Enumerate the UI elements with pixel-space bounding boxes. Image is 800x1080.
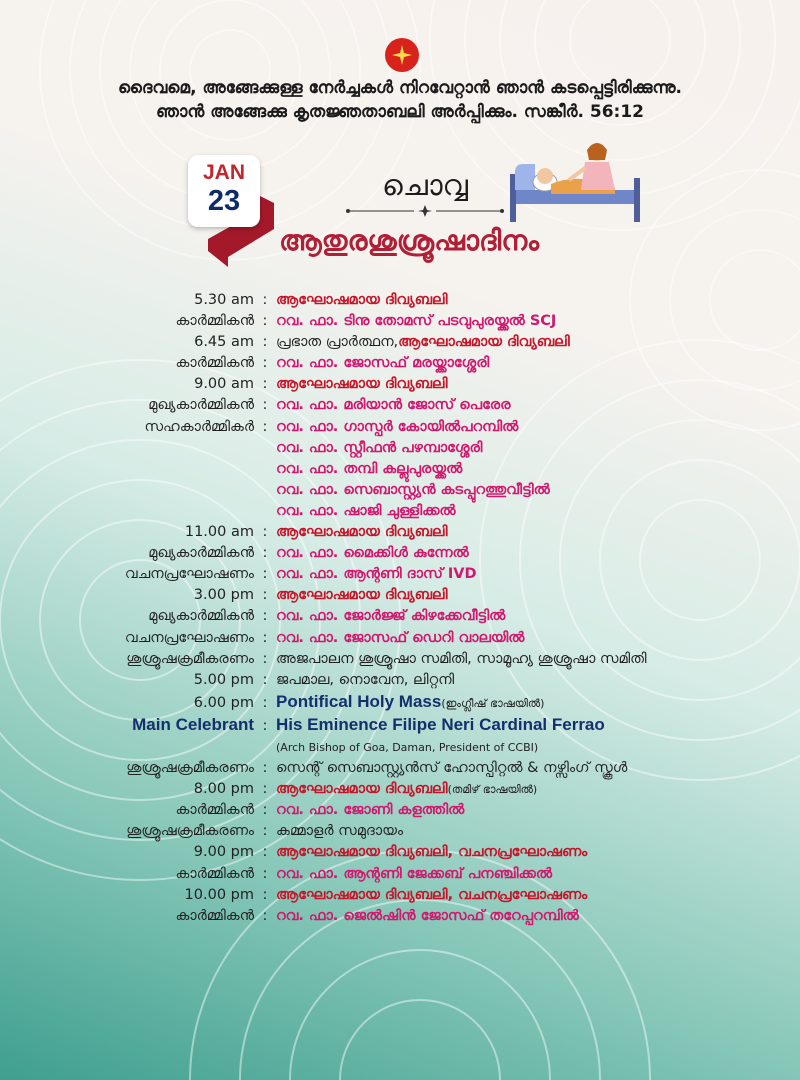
schedule-row-label: ശുശ്രൂഷക്രമീകരണം (126, 823, 254, 840)
schedule-row (30, 480, 790, 501)
cross-logo-icon (385, 38, 419, 72)
schedule-row-value: റവ. ഫാ. മൈക്കിൾ കുന്നേൽ (276, 545, 469, 562)
schedule-row-separator: : (262, 694, 268, 711)
schedule-row (30, 821, 790, 842)
schedule-row (30, 585, 790, 606)
schedule-row (30, 417, 790, 438)
schedule-row (30, 290, 790, 311)
event-title: ആതുരശുശ്രൂഷാദിനം (279, 224, 539, 257)
schedule-row-label: 6.00 pm (193, 694, 254, 711)
schedule-row (30, 885, 790, 906)
schedule-row-value: റവ. ഫാ. സെബാസ്റ്റ്യൻ കടപ്പുറത്തുവീട്ടിൽ (276, 481, 550, 498)
schedule-row-value: റവ. ഫാ. ജോണി കളത്തിൽ (276, 802, 465, 819)
schedule-row-separator: : (262, 376, 268, 393)
schedule-row-value: റവ. ഫാ. ഗാസ്പർ കോയിൽപറമ്പിൽ (276, 418, 519, 435)
schedule-row-value: ആഘോഷമായ ദിവ്യബലി (276, 781, 448, 798)
schedule-row (30, 501, 790, 522)
schedule-row-separator: : (262, 334, 268, 351)
schedule-row-value: റവ. ഫാ. ജോസഫ് മരയ്ക്കാശ്ശേരി (276, 355, 490, 372)
schedule-row-value: അജപാലന ശുശ്രൂഷാ സമിതി, സാമൂഹ്യ ശുശ്രൂഷാ സമിതി (276, 650, 647, 667)
schedule-row-value: ആഘോഷമായ ദിവ്യബലി (276, 376, 448, 393)
schedule-row-label: മുഖ്യകാർമ്മികൻ (148, 397, 254, 414)
schedule-row-separator: : (262, 566, 268, 583)
schedule-row-separator: : (262, 844, 268, 861)
schedule-row-label: 5.00 pm (193, 671, 254, 688)
schedule-row-value: Pontifical Holy Mass (276, 691, 442, 711)
schedule-row (30, 543, 790, 564)
schedule-row-value: ആഘോഷമായ ദിവ്യബലി, വചനപ്രഘോഷണം (276, 844, 588, 861)
schedule-row-value: റവ. ഫാ. ടിനു തോമസ് പടവുപുരയ്ക്കൽ SCJ (276, 313, 557, 330)
schedule-row-value: റവ. ഫാ. ജോസഫ് ഡെറി വാലയിൽ (276, 629, 525, 646)
schedule-row-label: ശുശ്രൂഷക്രമീകരണം (126, 650, 254, 667)
schedule-row-separator: : (262, 671, 268, 688)
schedule-row (30, 374, 790, 395)
schedule-row-label: കാർമ്മികൻ (175, 313, 254, 330)
schedule-row-value: കമ്മാളർ സമുദായം (276, 823, 404, 840)
schedule-row (30, 606, 790, 627)
schedule-row-label: Main Celebrant (132, 714, 254, 734)
schedule-row-label: മുഖ്യകാർമ്മികൻ (148, 608, 254, 625)
bible-verse (40, 76, 760, 124)
schedule-row-label: വചനപ്രഘോഷണം (124, 566, 254, 583)
schedule-row (30, 670, 790, 691)
schedule-row-separator: : (262, 524, 268, 541)
schedule-row (30, 332, 790, 353)
schedule-row-separator: : (262, 587, 268, 604)
schedule-row (30, 522, 790, 543)
weekday-label: ചൊവ്വ (382, 168, 468, 202)
schedule-row-label: ശുശ്രൂഷക്രമീകരണം (126, 760, 254, 777)
schedule-row (30, 311, 790, 332)
schedule-row-label: വചനപ്രഘോഷണം (124, 629, 254, 646)
calendar-card (188, 155, 260, 227)
schedule-row-value: റവ. ഫാ. സ്റ്റീഫൻ പഴമ്പാശ്ശേരി (276, 439, 483, 456)
schedule-row-separator: : (262, 397, 268, 414)
schedule-row (30, 906, 790, 927)
schedule-row (30, 691, 790, 714)
schedule-row-separator: : (262, 760, 268, 777)
divider-ornament-icon (340, 204, 510, 218)
schedule-row-note: (തമിഴ് ഭാഷയിൽ) (447, 783, 538, 797)
schedule-row (30, 438, 790, 459)
schedule-row-value: റവ. ഫാ. ജെൽഷിൻ ജോസഫ് തറേപ്പറമ്പിൽ (276, 907, 579, 924)
schedule-row-value: (Arch Bishop of Goa, Daman, President of CCBI) (276, 740, 539, 754)
date-month: JAN (202, 161, 245, 184)
schedule-row-separator: : (262, 355, 268, 372)
schedule-row-value: റവ. ഫാ. ജോർജ്ജ് കിഴക്കേവീട്ടിൽ (276, 608, 506, 625)
nurse-caring-patient-illustration (505, 138, 650, 228)
schedule-row-label: 8.00 pm (193, 781, 254, 798)
schedule-row (30, 564, 790, 585)
schedule-row-value: ആഘോഷമായ ദിവ്യബലി, വചനപ്രഘോഷണം (276, 886, 588, 903)
schedule-row (30, 800, 790, 821)
schedule-row-value: റവ. ഫാ. തമ്പി കല്ലുപുരയ്ക്കൽ (276, 460, 463, 477)
schedule-row-value: റവ. ഫാ. ആന്റണി ജേക്കബ് പനഞ്ചിക്കൽ (276, 865, 552, 882)
date-badge (188, 155, 274, 267)
schedule-row-value: ആഘോഷമായ ദിവ്യബലി (276, 587, 448, 604)
schedule-row-label: കാർമ്മികൻ (175, 907, 254, 924)
schedule-row-separator: : (262, 418, 268, 435)
program-schedule (30, 290, 790, 927)
schedule-row (30, 779, 790, 800)
schedule-row (30, 758, 790, 779)
schedule-row-label: 3.00 pm (193, 587, 254, 604)
schedule-row-separator: : (262, 650, 268, 667)
schedule-row-separator: : (262, 313, 268, 330)
schedule-row-label: 10.00 pm (184, 886, 254, 903)
schedule-row-value: റവ. ഫാ. മരിയാൻ ജോസ് പെരേര (276, 397, 511, 414)
schedule-row-separator: : (262, 802, 268, 819)
date-day: 23 (207, 185, 241, 217)
schedule-row-separator: : (262, 545, 268, 562)
schedule-row-label: കാർമ്മികൻ (175, 355, 254, 372)
schedule-row-value: റവ. ഫാ. ആന്റണി ദാസ് IVD (276, 566, 477, 583)
schedule-row-value: ആഘോഷമായ ദിവ്യബലി (276, 292, 448, 308)
schedule-row-note: ആഘോഷമായ ദിവ്യബലി (398, 334, 570, 351)
schedule-row-separator: : (262, 886, 268, 903)
schedule-row-label: 9.00 pm (193, 844, 254, 861)
schedule-row-separator: : (262, 781, 268, 798)
schedule-row (30, 737, 790, 758)
verse-line-2: ഞാൻ അങ്ങേക്കു കൃതജ്ഞതാബലി അർപ്പിക്കും. സങ്കീർ. 56:12 (155, 102, 645, 122)
schedule-row-value: ജപമാല, നൊവേന, ലിറ്റനി (276, 671, 455, 688)
schedule-row (30, 714, 790, 737)
schedule-row-separator: : (262, 608, 268, 625)
schedule-row-separator: : (262, 629, 268, 646)
schedule-row-separator: : (262, 292, 268, 308)
schedule-row (30, 395, 790, 416)
schedule-row-label: 11.00 am (184, 524, 254, 541)
schedule-row-label: 6.45 am (194, 334, 254, 351)
schedule-row-separator: : (262, 865, 268, 882)
schedule-row-label: 9.00 am (194, 376, 254, 393)
schedule-row (30, 353, 790, 374)
schedule-row (30, 628, 790, 649)
schedule-row-value: സെന്റ് സെബാസ്റ്റ്യൻസ് ഹോസ്പിറ്റൽ & നഴ്സിംഗ് സ്കൂൾ (276, 760, 628, 777)
schedule-row (30, 649, 790, 670)
schedule-row-label: സഹകാർമ്മികർ (144, 418, 254, 435)
schedule-row-note: (ഇംഗ്ലീഷ് ഭാഷയിൽ) (441, 696, 545, 710)
schedule-row (30, 842, 790, 863)
schedule-row-separator: : (262, 823, 268, 840)
schedule-row (30, 459, 790, 480)
schedule-row-value: പ്രഭാത പ്രാർത്ഥന, (276, 334, 399, 351)
schedule-row-label: കാർമ്മികൻ (175, 802, 254, 819)
schedule-row-value: റവ. ഫാ. ഷാജി ചുള്ളിക്കൽ (276, 502, 456, 519)
schedule-row-label: കാർമ്മികൻ (175, 865, 254, 882)
schedule-row-separator: : (262, 717, 268, 734)
schedule-row (30, 864, 790, 885)
schedule-row-label: 5.30 am (194, 292, 254, 308)
schedule-row-value: His Eminence Filipe Neri Cardinal Ferrao (276, 714, 605, 734)
schedule-row-label: മുഖ്യകാർമ്മികൻ (148, 545, 254, 562)
verse-line-1: ദൈവമെ, അങ്ങേക്കുള്ള നേർച്ചകൾ നിറവേറ്റാൻ ഞാൻ കടപ്പെട്ടിരിക്കുന്നു. (117, 78, 683, 98)
schedule-row-separator: : (262, 907, 268, 924)
schedule-row-value: ആഘോഷമായ ദിവ്യബലി (276, 524, 448, 541)
